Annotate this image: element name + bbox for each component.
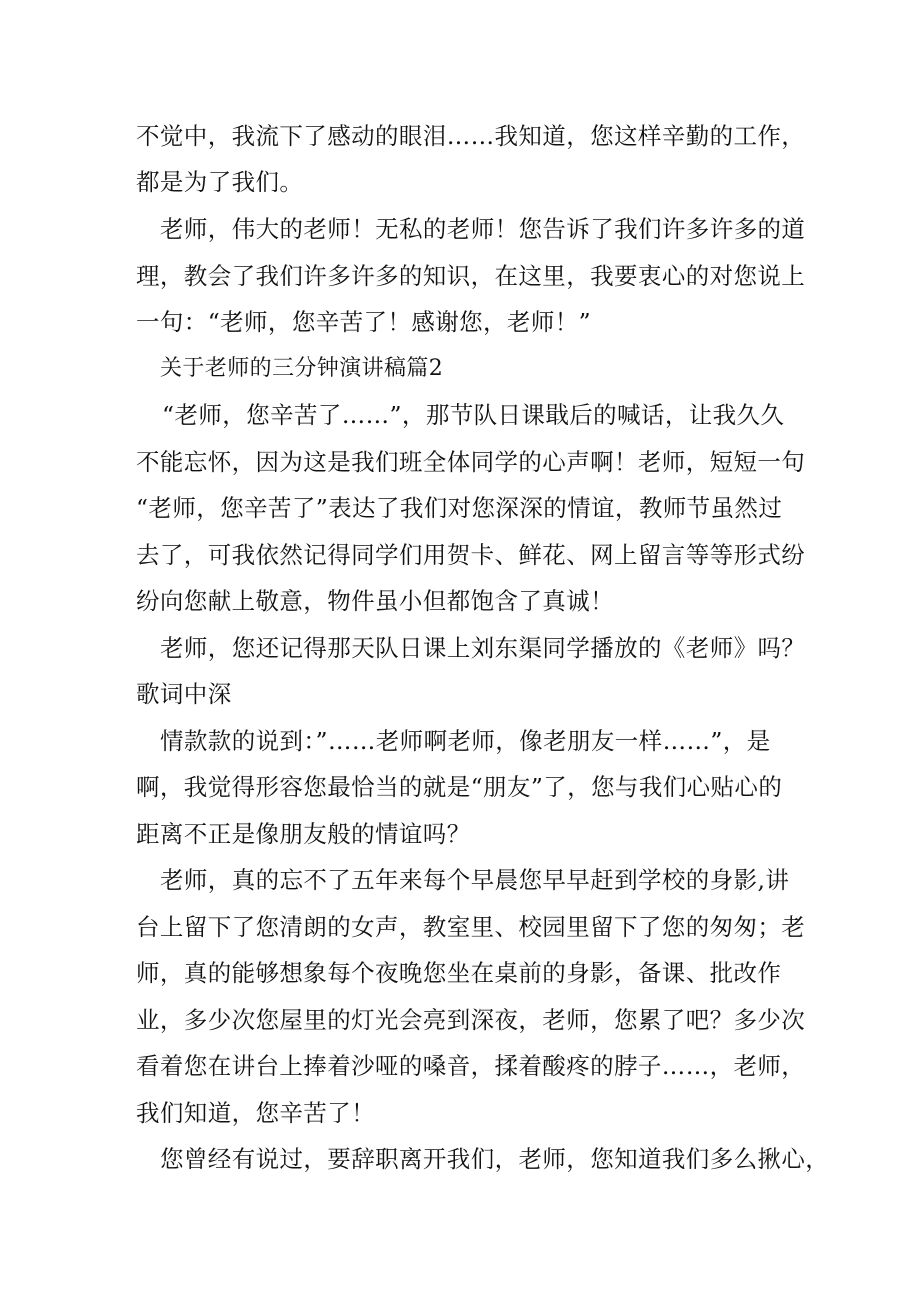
text-line-13: 歌词中深: [136, 680, 232, 708]
text-line-19: 师，真的能够想象每个夜晚您坐在桌前的身影，备课、批改作: [136, 959, 782, 987]
text-line-5: 一句：“老师，您辛苦了！感谢您，老师！”: [136, 308, 592, 336]
text-line-22: 我们知道，您辛苦了！: [136, 1099, 375, 1127]
text-line-15: 啊，我觉得形容您最恰当的就是“朋友”了，您与我们心贴心的: [136, 773, 783, 801]
text-line-1: 不觉中，我流下了感动的眼泪……我知道，您这样辛勤的工作，: [136, 122, 806, 150]
text-line-2: 都是为了我们。: [136, 168, 304, 196]
text-line-8: 不能忘怀，因为这是我们班全体同学的心声啊！老师，短短一句: [136, 448, 806, 476]
text-line-11: 纷向您献上敬意，物件虽小但都饱含了真诚！: [136, 587, 614, 615]
text-line-20: 业，多少次您屋里的灯光会亮到深夜，老师，您累了吧？多少次: [136, 1006, 806, 1034]
text-line-21: 看着您在讲台上捧着沙哑的嗓音，揉着酸疼的脖子……，老师，: [136, 1052, 806, 1080]
text-line-23: 您曾经有说过，要辞职离开我们，老师，您知道我们多么揪心，: [160, 1145, 830, 1173]
section-heading: 关于老师的三分钟演讲稿篇2: [160, 356, 444, 381]
text-line-3: 老师，伟大的老师！无私的老师！您告诉了我们许多许多的道: [160, 215, 806, 243]
text-line-9: “老师，您辛苦了”表达了我们对您深深的情谊，教师节虽然过: [136, 494, 783, 522]
text-line-7: “老师，您辛苦了……”，那节队日课戢后的喊话，让我久久: [162, 401, 785, 429]
text-line-4: 理，教会了我们许多许多的知识，在这里，我要衷心的对您说上: [136, 262, 806, 290]
text-line-12: 老师，您还记得那天队日课上刘东渠同学播放的《老师》吗？: [160, 634, 806, 662]
text-line-16: 距离不正是像朋友般的情谊吗？: [136, 820, 471, 848]
text-line-18: 台上留下了您清朗的女声，教室里、校园里留下了您的匆匆；老: [136, 913, 806, 941]
text-line-10: 去了，可我依然记得同学们用贺卡、鲜花、网上留言等等形式纷: [136, 541, 806, 569]
text-line-14: 情款款的说到：”……老师啊老师，像老朋友一样……”，是: [160, 727, 771, 755]
text-line-17: 老师，真的忘不了五年来每个早晨您早早赶到学校的身影,讲: [160, 866, 790, 894]
